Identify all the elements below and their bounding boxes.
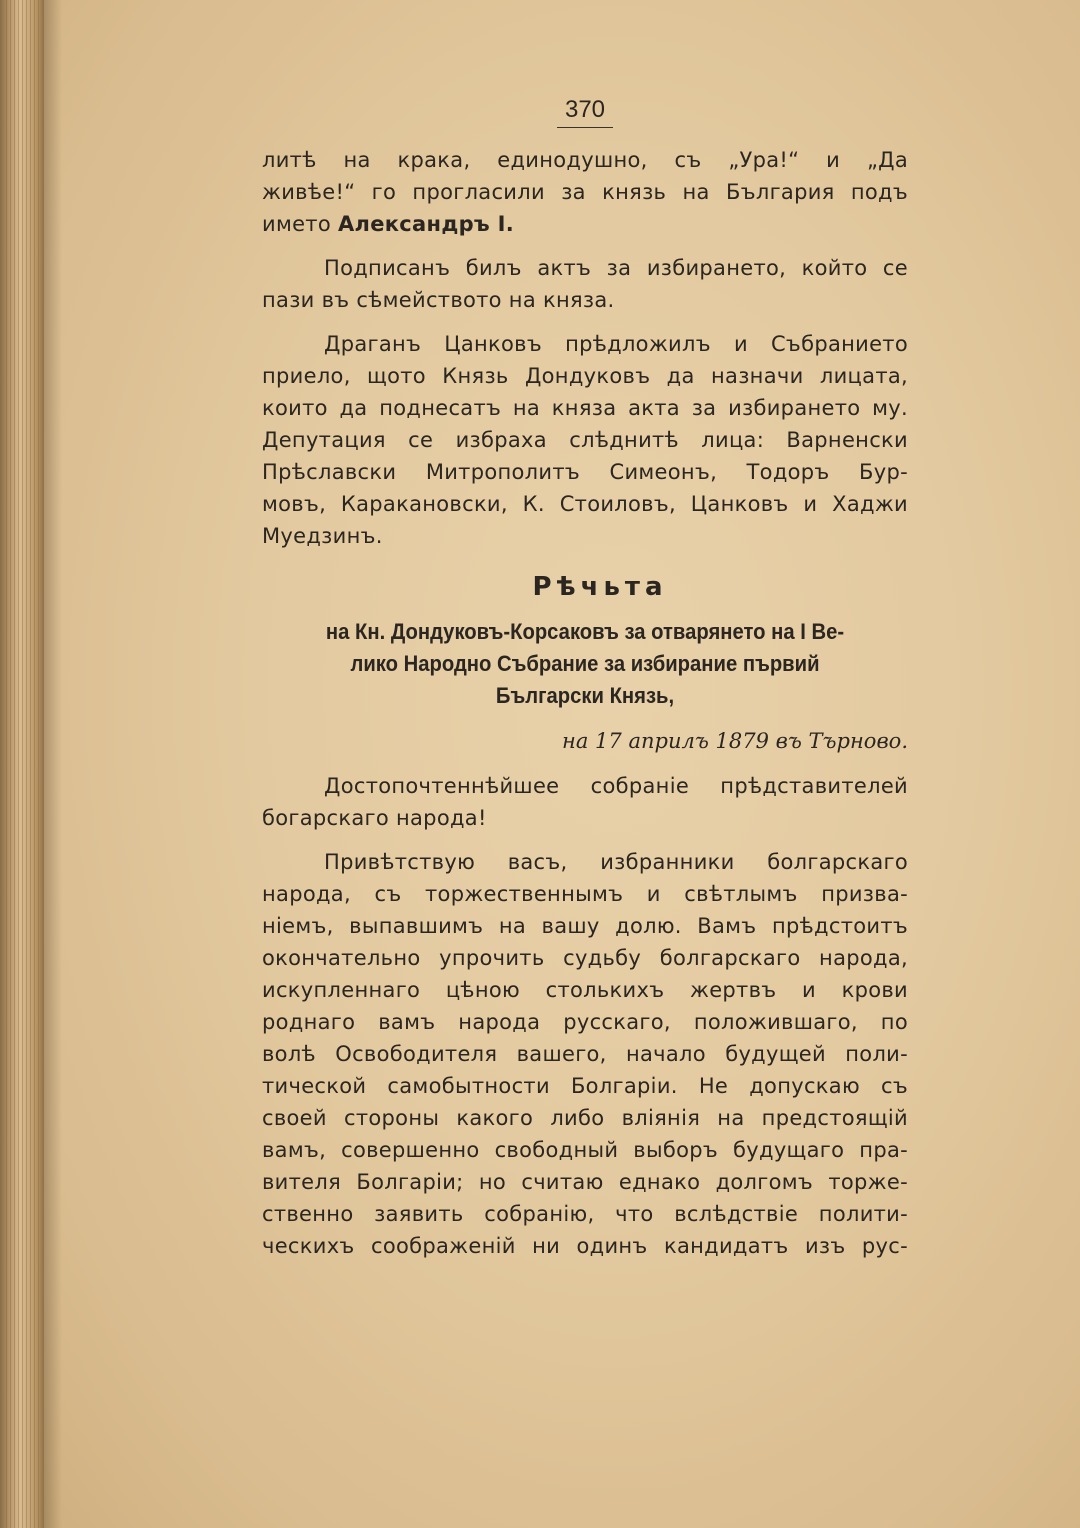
text-line: тической самобытности Болгаріи. Не допускаю съ	[262, 1074, 908, 1098]
page-number-text: 370	[557, 93, 613, 128]
text-line: ственно заявить собранію, что вслѣдствіе полити-	[262, 1202, 908, 1226]
subheading-line: Български Князь,	[495, 683, 675, 708]
paragraph-3	[262, 328, 908, 552]
text-line: приело, щото Князь Дондуковъ да назначи лицата,	[262, 364, 908, 388]
subheading-line: лико Народно Събрание за избирание първий	[350, 651, 820, 676]
subheading-line: на Кн. Дондуковъ-Корсаковъ за отварянето на I Ве-	[325, 619, 845, 644]
text-fragment: името	[262, 212, 338, 236]
text-line: Привѣтствую васъ, избранники болгарскаго	[324, 850, 908, 874]
text-line: вителя Болгаріи; но считаю еднако долгомъ торже-	[262, 1170, 908, 1194]
name-alexander: Александръ I.	[337, 212, 515, 236]
text-line: волѣ Освободителя вашего, начало будущей поли-	[262, 1042, 908, 1066]
text-line: Депутация се избраха слѣднитѣ лица: Варненски	[262, 428, 908, 452]
text-line: ніемъ, выпавшимъ на вашу долю. Вамъ прѣдстоитъ	[262, 914, 908, 938]
text-line: искупленнаго цѣною столькихъ жертвъ и крови	[262, 978, 908, 1002]
text-line: Достопочтеннѣйшее собраніе прѣдставителей	[324, 774, 908, 798]
page-number	[262, 90, 908, 130]
section-heading: Рѣчьта	[532, 572, 668, 602]
paragraph-1	[262, 144, 908, 240]
text-line: мовъ, Каракановски, К. Стоиловъ, Цанковъ и Хаджи	[262, 492, 908, 516]
date-line: на 17 априлъ 1879 въ Търново.	[562, 729, 908, 753]
text-line: Драганъ Цанковъ прѣдложилъ и Събранието	[324, 332, 908, 356]
text-line: Муедзинъ.	[262, 524, 383, 548]
text-line: Прѣславски Митрополитъ Симеонъ, Тодоръ Бур-	[262, 460, 908, 484]
text-line: литѣ на крака, единодушно, съ „Ура!“ и „Да	[262, 148, 908, 172]
text-line	[262, 208, 908, 240]
text-line: вамъ, совершенно свободный выборъ будущаго пра-	[262, 1138, 908, 1162]
paragraph-5	[262, 846, 908, 1262]
text-line: окончательно упрочить судьбу болгарскаго народа,	[262, 946, 908, 970]
text-line: богарскаго народа!	[262, 806, 487, 830]
paragraph-4	[262, 770, 908, 834]
text-line: своей стороны какого либо вліянія на предстоящій	[262, 1106, 908, 1130]
text-line: Подписанъ билъ актъ за избирането, който се	[324, 256, 908, 280]
text-line: които да поднесатъ на князa акта за избирането му.	[262, 396, 908, 420]
text-line: роднаго вамъ народа русскаго, положившаго, по	[262, 1010, 908, 1034]
gutter-shadow	[44, 0, 62, 1528]
text-line: народа, съ торжественнымъ и свѣтлымъ призва-	[262, 882, 908, 906]
text-line: пази въ сѣмейството на князa.	[262, 288, 615, 312]
page-edge-lines	[6, 0, 40, 1528]
text-line: живѣе!“ го прогласили за князь на България подъ	[262, 180, 908, 204]
paragraph-2	[262, 252, 908, 316]
page-content	[262, 90, 908, 1274]
section-subheading	[288, 616, 882, 712]
text-line: ческихъ соображеній ни одинъ кандидатъ изъ рус-	[262, 1234, 908, 1258]
